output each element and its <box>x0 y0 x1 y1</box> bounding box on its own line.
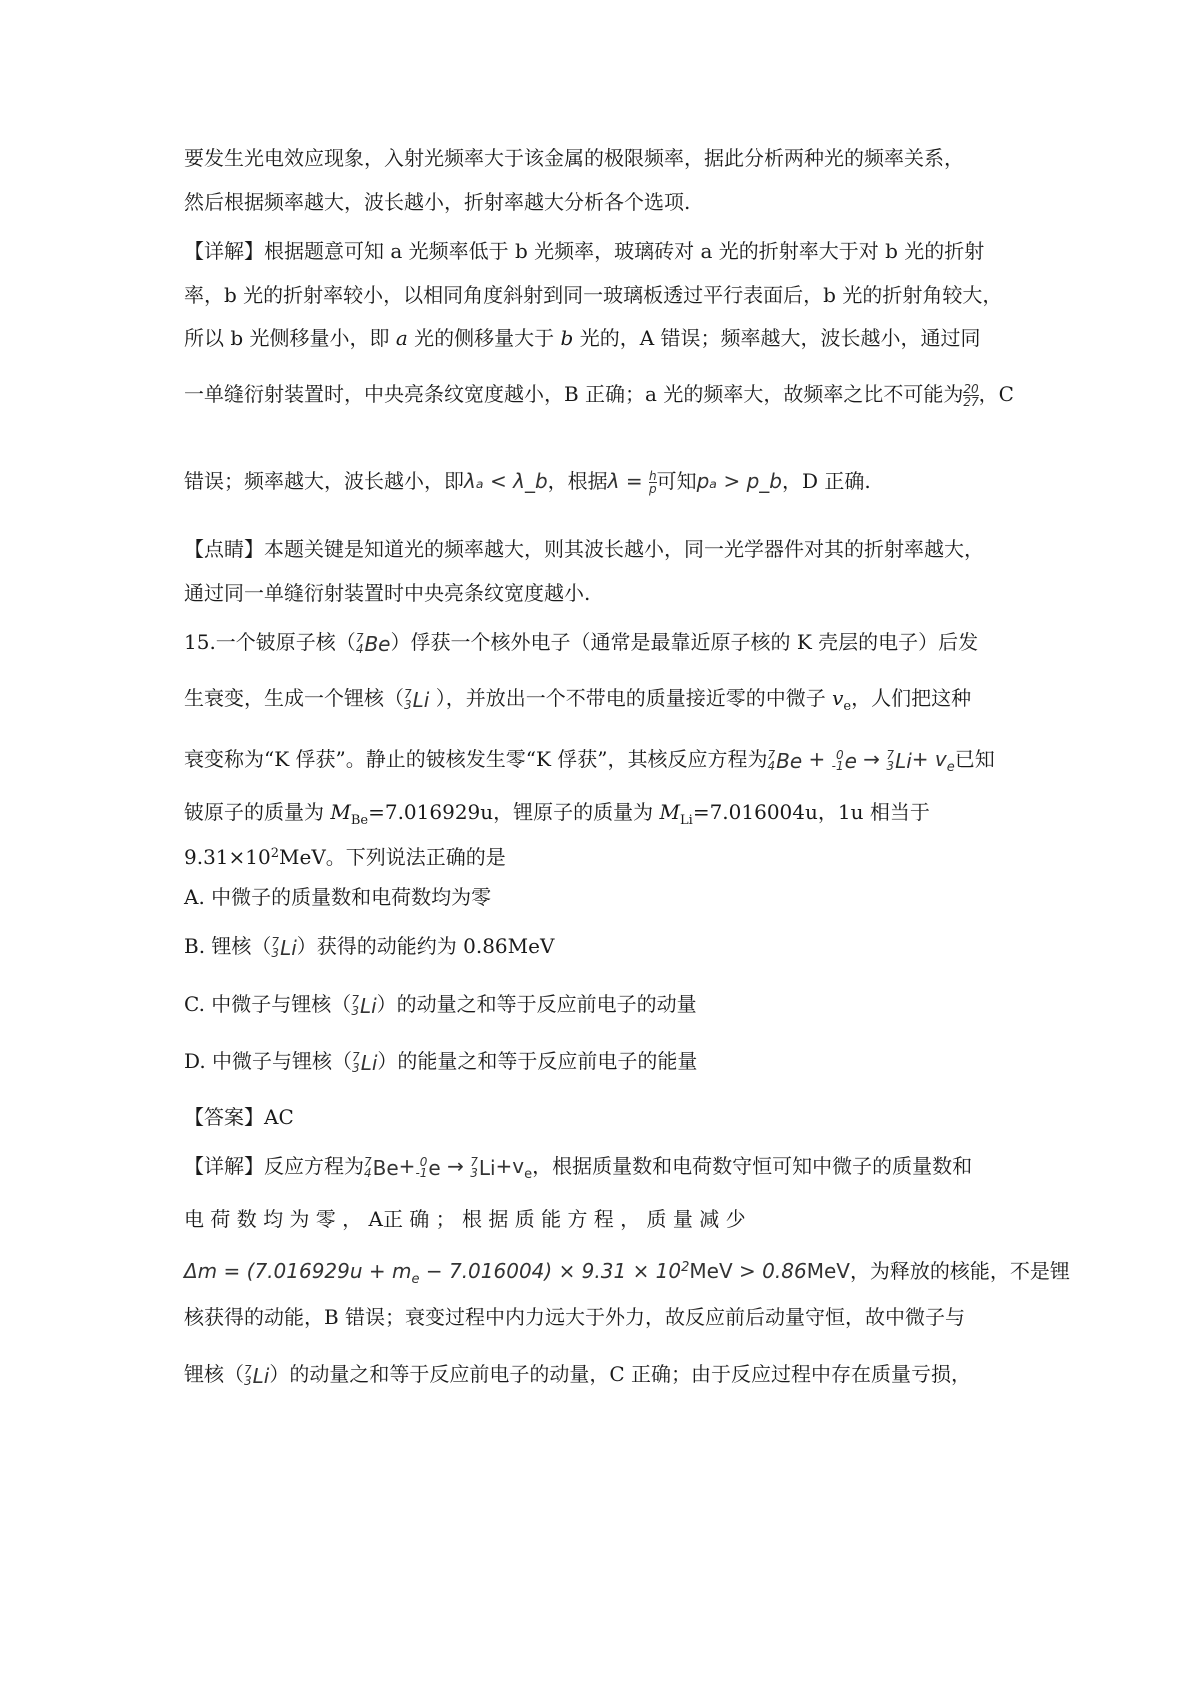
nuclide-li: 7 3 Li <box>404 686 430 712</box>
detail1-line-3: 所以 b 光侧移量小，即 a 光的侧移量大于 b 光的，A 错误；频率越大，波长越小，通过同 <box>184 326 981 350</box>
eq-nuclide-be: 7 4 Be <box>767 747 803 773</box>
eq-nuclide-li: 7 3 Li <box>886 747 912 773</box>
detail1-line-5: 错误；频率越大，波长越小，即λₐ < λ_b，根据λ = $\frac{h}{p}$ 可知pₐ > p_b，D 正确. <box>184 469 871 496</box>
q15-line-3: 衰变称为“K 俘获”。静止的铍核发生零“K 俘获”，其核反应方程为 7 4 Be + 0 -1 e → 7 3 Li + $v_e$已知 <box>184 747 995 775</box>
detail2-line-5: 锂核（ 7 3 Li ）的动量之和等于反应前电子的动量，C 正确；由于反应过程中存在质量亏损， <box>184 1362 972 1388</box>
option-c: C. 中微子与锂核（ 7 3 Li ）的动量之和等于反应前电子的动量 <box>184 992 697 1018</box>
q15-line-4: 铍原子的质量为 $M_{Be}=7.016929u$，锂原子的质量为 $M_{Li}=7.016004u$，1u 相当于 <box>184 800 930 828</box>
lambda-inequality: λₐ < λ_b <box>464 469 548 493</box>
detail1-line-1: 【详解】根据题意可知 a 光频率低于 b 光频率，玻璃砖对 a 光的折射率大于对 b 光的折射 <box>184 239 985 263</box>
q15-line-1: 15.一个铍原子核（ 7 4 Be ）俘获一个核外电子（通常是最靠近原子核的 K 壳层的电子）后发 <box>184 630 979 656</box>
q15-line-2: 生衰变，生成一个锂核（ 7 3 Li ），并放出一个不带电的质量接近零的中微子 $v_e$，人们把这种 <box>184 686 972 714</box>
fraction-20-27: $\frac{20}{27}$ <box>963 382 979 409</box>
option-b-nuclide-li: 7 3 Li <box>271 934 297 960</box>
d2-nuclide-be: 7 4 Be <box>364 1154 399 1180</box>
detail2-line-3: $\Delta m = (7.016929u + m_e - 7.016004) \times 9.31 \times 10^2MeV > 0.86MeV$，为释放的核能，不是锂 <box>184 1259 1070 1287</box>
option-b: B. 锂核（ 7 3 Li ）获得的动能约为 0.86MeV <box>184 934 555 960</box>
detail2-line-2: 电 荷 数 均 为 零 ， A正 确 ； 根 据 质 能 方 程 ， 质 量 减 少 <box>184 1207 746 1231</box>
q15-line-5: $9.31\times 10^2MeV$。下列说法正确的是 <box>184 845 506 869</box>
momentum-inequality: pₐ > p_b <box>696 469 782 493</box>
de-broglie-formula: λ = <box>607 469 649 493</box>
detail1-line-4: 一单缝衍射装置时，中央亮条纹宽度越小，B 正确；a 光的频率大，故频率之比不可能为 $\frac{20}{27}$ ，C <box>184 382 1014 409</box>
analysis-line-1: 要发生光电效应现象，入射光频率大于该金属的极限频率，据此分析两种光的频率关系， <box>184 146 964 170</box>
detail2-line-4: 核获得的动能，B 错误；衰变过程中内力远大于外力，故反应前后动量守恒，故中微子与 <box>184 1305 966 1329</box>
d2-line5-nuclide-li: 7 3 Li <box>244 1362 270 1388</box>
eq-electron: 0 -1 e <box>831 747 857 773</box>
d2-nuclide-li: 7 3 Li <box>470 1154 496 1180</box>
var-b: b <box>560 326 574 350</box>
option-d: D. 中微子与锂核（ 7 3 Li ）的能量之和等于反应前电子的能量 <box>184 1049 698 1075</box>
var-a: a <box>395 326 408 350</box>
analysis-line-2: 然后根据频率越大，波长越小，折射率越大分析各个选项. <box>184 190 691 214</box>
option-a: A. 中微子的质量数和电荷数均为零 <box>184 885 492 909</box>
dianjing-line-1: 【点睛】本题关键是知道光的频率越大，则其波长越小，同一光学器件对其的折射率越大， <box>184 537 984 561</box>
answer: 【答案】AC <box>184 1105 294 1129</box>
option-d-nuclide-li: 7 3 Li <box>352 1049 378 1075</box>
d2-electron: 0 -1 e <box>415 1154 441 1180</box>
mass-defect-formula: Δm = (7.016929u + m <box>184 1259 412 1283</box>
dianjing-line-2: 通过同一单缝衍射装置时中央亮条纹宽度越小. <box>184 581 591 605</box>
nuclide-be: 7 4 Be <box>355 630 391 656</box>
fraction-h-p: $\frac{h}{p}$ <box>648 469 657 496</box>
option-c-nuclide-li: 7 3 Li <box>351 992 377 1018</box>
detail1-line-2: 率，b 光的折射率较小，以相同角度斜射到同一玻璃板透过平行表面后，b 光的折射角较大， <box>184 283 1003 307</box>
detail2-line-1: 【详解】反应方程为 7 4 Be + 0 -1 e → 7 3 Li $+v_e$，根据质量数和电荷数守恒可知中微子的质量数和 <box>184 1154 973 1182</box>
